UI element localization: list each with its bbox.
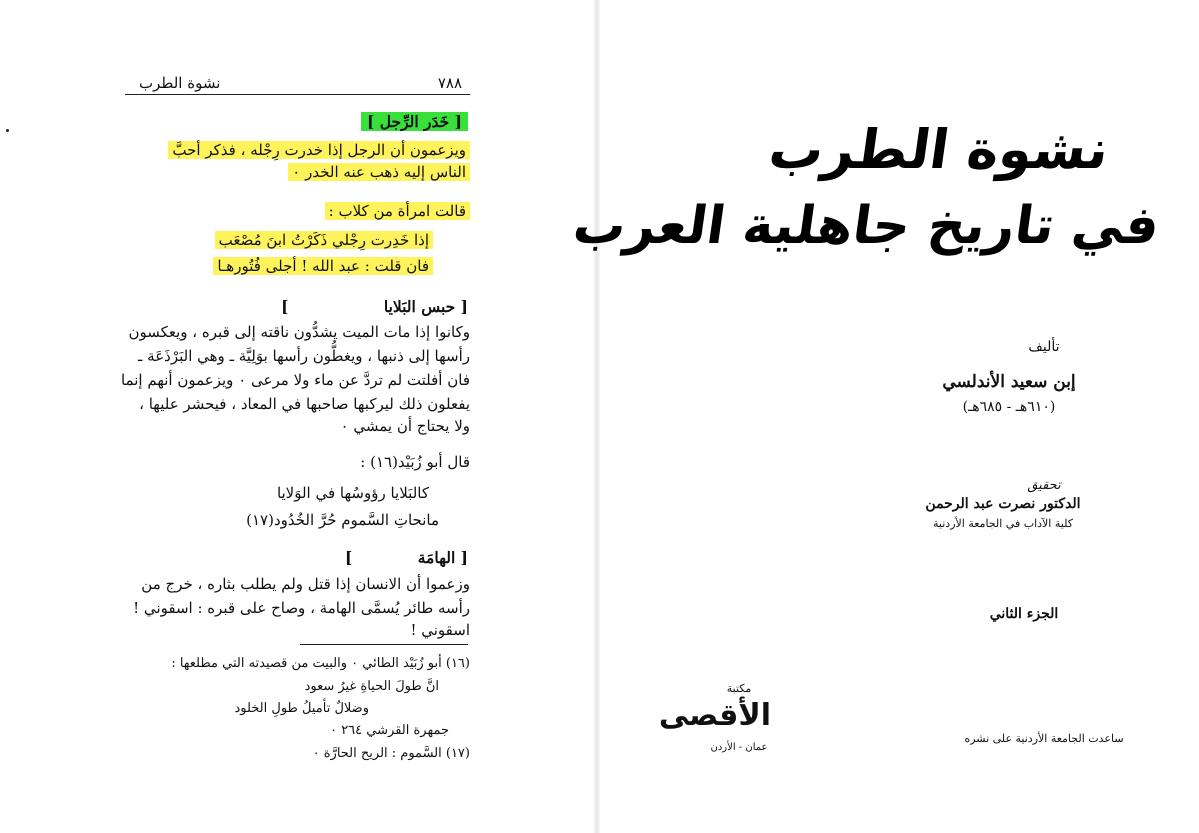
editor-affiliation: كلية الآداب في الجامعة الأردنية (933, 517, 1073, 530)
editor-name: الدكتور نصرت عبد الرحمن (925, 496, 1081, 512)
volume-label: الجزء الثاني (989, 606, 1059, 622)
right-page (569, 0, 1199, 833)
running-title: نشوة الطرب (139, 74, 221, 92)
footnote-line: (١٦) أبو زُبَيْد الطائي ٠ والبيت من قصيدته التي مطلعها : (171, 656, 470, 671)
verse-intro: قال أبو زُبَيْد(١٦) : (360, 453, 470, 471)
verse-intro: قالت امرأة من كلاب : (325, 199, 470, 223)
paragraph-line: وكانوا إذا مات الميت يشدُّون ناقته إلى قبره ، ويعكسون (128, 323, 470, 341)
author-dates: (٦١٠هـ - ٦٨٥هـ) (962, 399, 1056, 415)
support-note: ساعدت الجامعة الأردنية على نشره (964, 732, 1124, 745)
paragraph-line: وزعموا أن الانسان إذا قتل ولم يطلب بثاره ، خرج من (141, 575, 470, 593)
paragraph-line: يفعلون ذلك ليركبها صاحبها في المعاد ، فيحشر عليها ، (139, 395, 470, 413)
left-page (0, 0, 599, 833)
logo-top-text: مكتبة (726, 682, 752, 695)
section-heading-khadar (361, 110, 468, 134)
verse-line: كالبَلايا رؤوسُها في الوَلايا (276, 484, 429, 502)
footnote-verse: وضلالٌ تأميلُ طولِ الخلود (234, 701, 369, 716)
publisher-logo (658, 682, 771, 760)
footnote-line: (١٧) السَّموم : الريح الحارَّة ٠ (312, 746, 470, 761)
book-title-line-1: نشوة الطرب (765, 118, 1113, 181)
running-head (125, 72, 470, 95)
paragraph-line: ولا يحتاج أن يمشي ٠ (340, 417, 470, 435)
paragraph-line: ويزعمون أن الرجل إذا خدرت رِجْله ، فذكر أحبَّ (168, 138, 470, 162)
footnote-line: جمهرة القرشي ٢٦٤ ٠ (330, 723, 449, 738)
verse-line: فان قلت : عبد الله ! أجلى فُتُورهـا (213, 254, 433, 278)
footnote-verse: انَّ طولَ الحياةِ غيرُ سعود (304, 679, 439, 694)
logo-main-text: الأقصى (658, 698, 771, 733)
footnote-rule (300, 644, 468, 645)
heading-highlight: [ خَدَر الرِّجل ] (361, 112, 468, 131)
editing-label: تحقيق (1027, 478, 1061, 493)
page-number: ٧٨٨ (437, 74, 462, 92)
verse-line: إذا خَدِرت رِجْلي ذَكَرْتُ ابنَ مُصْعَب (215, 228, 433, 252)
verse-line: مانحاتِ السَّموم حُرَّ الخُدُود(١٧) (246, 511, 439, 529)
paragraph-line: الناس إليه ذهب عنه الخدر ٠ (288, 160, 470, 184)
paragraph-line: اسقوني ! (410, 621, 470, 639)
paragraph-line: رأسها إلى ذنبها ، ويغطُّون رأسها بوَلِيَّة ـ وهي البَرْذَعَة ـ (138, 347, 470, 365)
margin-dot (6, 129, 9, 132)
logo-bottom-text: عمان - الأردن (710, 742, 768, 753)
section-heading-habs: [ حبس البَلايا ] (281, 297, 468, 316)
authorship-label: تأليف (1028, 339, 1060, 355)
book-title-line-2: في تاريخ جاهلية العرب (569, 196, 1164, 256)
section-heading-hama: [ الهامَة ] (345, 548, 468, 567)
author-name: إبن سعيد الأندلسي (942, 372, 1076, 392)
paragraph-line: رأسه طائر يُسمَّى الهامة ، وصاح على قبره : اسقوني ! (133, 599, 470, 617)
paragraph-line: فان أفلتت لم تردَّ عن ماء ولا مرعى ٠ ويزعمون أنهم إنما (120, 371, 470, 389)
heading-text: خَدَر الرِّجل (379, 112, 450, 131)
